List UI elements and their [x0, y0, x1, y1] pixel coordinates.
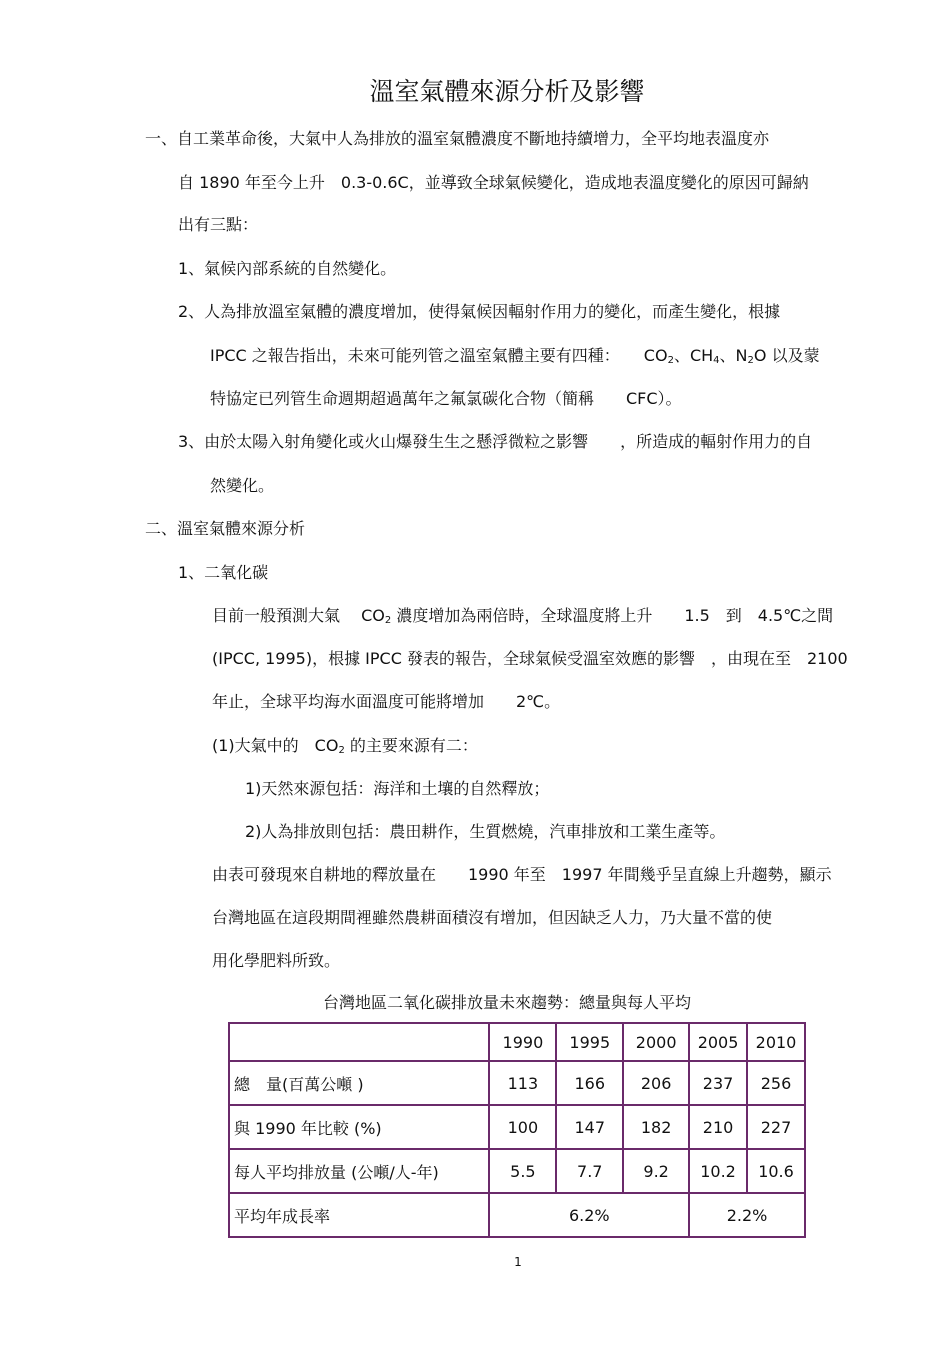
table-row — [229, 1149, 805, 1193]
table-cell: 166 — [556, 1061, 623, 1105]
year-header: 1995 — [556, 1023, 623, 1061]
table-cell: 227 — [747, 1105, 805, 1149]
table-intro-line-2: 台灣地區在這段期間裡雖然農耕面積沒有增加，但因缺乏人力，乃大量不當的使 — [212, 908, 773, 927]
table-cell: 256 — [747, 1061, 805, 1105]
co2-line-3: 年止，全球平均海水面溫度可能將增加 2℃。 — [212, 692, 561, 711]
section-2-1-heading: 1、二氧化碳 — [178, 563, 269, 582]
table-cell: 113 — [489, 1061, 556, 1105]
row-label: 平均年成長率 — [229, 1193, 489, 1237]
table-row-growth — [229, 1193, 805, 1237]
table-cell: 147 — [556, 1105, 623, 1149]
table-row — [229, 1061, 805, 1105]
section-2-heading: 二、溫室氣體來源分析 — [145, 519, 306, 538]
table-cell: 7.7 — [556, 1149, 623, 1193]
table-cell: 182 — [623, 1105, 689, 1149]
growth-rate-cell: 2.2% — [689, 1193, 805, 1237]
table-row — [229, 1105, 805, 1149]
page-number: 1 — [514, 1255, 522, 1269]
emissions-table — [228, 1022, 806, 1238]
list-item-3-line-1: 3、由於太陽入射角變化或火山爆發生生之懸浮微粒之影響 ，所造成的輻射作用力的自 — [178, 432, 813, 451]
source-human: 2)人為排放則包括：農田耕作，生質燃燒，汽車排放和工業生產等。 — [245, 822, 726, 841]
table-caption: 台灣地區二氧化碳排放量未來趨勢：總量與每人平均 — [322, 993, 691, 1012]
table-header-row — [229, 1023, 805, 1061]
list-item-2-line-2: IPCC 之報告指出，未來可能列管之溫室氣體主要有四種： $CO_2$、$CH_4$、$N_2O$ 以及蒙 — [210, 346, 820, 366]
year-header: 2010 — [747, 1023, 805, 1061]
para-1-line-3: 出有三點： — [178, 215, 259, 234]
row-label: 與 1990 年比較 (%) — [229, 1105, 489, 1149]
row-label: 總 量(百萬公噸 ) — [229, 1061, 489, 1105]
growth-rate-cell: 6.2% — [489, 1193, 689, 1237]
list-item-2-line-1: 2、人為排放溫室氣體的濃度增加，使得氣候因輻射作用力的變化，而產生變化，根據 — [178, 302, 781, 321]
list-item-1: 1、氣候內部系統的自然變化。 — [178, 259, 397, 278]
table-intro-line-1: 由表可發現來自耕地的釋放量在 1990 年至 1997 年間幾乎呈直線上升趨勢，顯示 — [212, 865, 832, 884]
table-cell: 210 — [689, 1105, 747, 1149]
co2-line-1: 目前一般預測大氣 $CO_2$ 濃度增加為兩倍時，全球溫度將上升 1.5 到 4.5℃之間 — [212, 606, 834, 626]
table-cell: 10.2 — [689, 1149, 747, 1193]
table-cell: 9.2 — [623, 1149, 689, 1193]
source-natural: 1)天然來源包括：海洋和土壤的自然釋放； — [245, 779, 550, 798]
year-header: 1990 — [489, 1023, 556, 1061]
table-corner-cell — [229, 1023, 489, 1061]
list-item-2-line-3: 特協定已列管生命週期超過萬年之氟氯碳化合物（簡稱 CFC）。 — [210, 389, 682, 408]
table-cell: 100 — [489, 1105, 556, 1149]
table-cell: 5.5 — [489, 1149, 556, 1193]
para-1-line-1: 一、自工業革命後，大氣中人為排放的溫室氣體濃度不斷地持續增力，全平均地表溫度亦 — [145, 129, 770, 148]
year-header: 2005 — [689, 1023, 747, 1061]
row-label: 每人平均排放量 (公噸/人-年) — [229, 1149, 489, 1193]
list-item-3-line-2: 然變化。 — [210, 476, 275, 495]
year-header: 2000 — [623, 1023, 689, 1061]
table-intro-line-3: 用化學肥料所致。 — [212, 951, 341, 970]
table-cell: 237 — [689, 1061, 747, 1105]
table-cell: 10.6 — [747, 1149, 805, 1193]
table-cell: 206 — [623, 1061, 689, 1105]
co2-line-2: (IPCC, 1995)，根據 IPCC 發表的報告，全球氣候受溫室效應的影響 ，由現在至 2100 — [212, 649, 848, 668]
para-1-line-2: 自 1890 年至今上升 0.3-0.6C，並導致全球氣候變化，造成地表溫度變化的原因可歸納 — [178, 173, 809, 192]
sources-heading: (1)大氣中的 $CO_2$ 的主要來源有二： — [212, 736, 478, 756]
document-title: 溫室氣體來源分析及影響 — [369, 77, 645, 106]
